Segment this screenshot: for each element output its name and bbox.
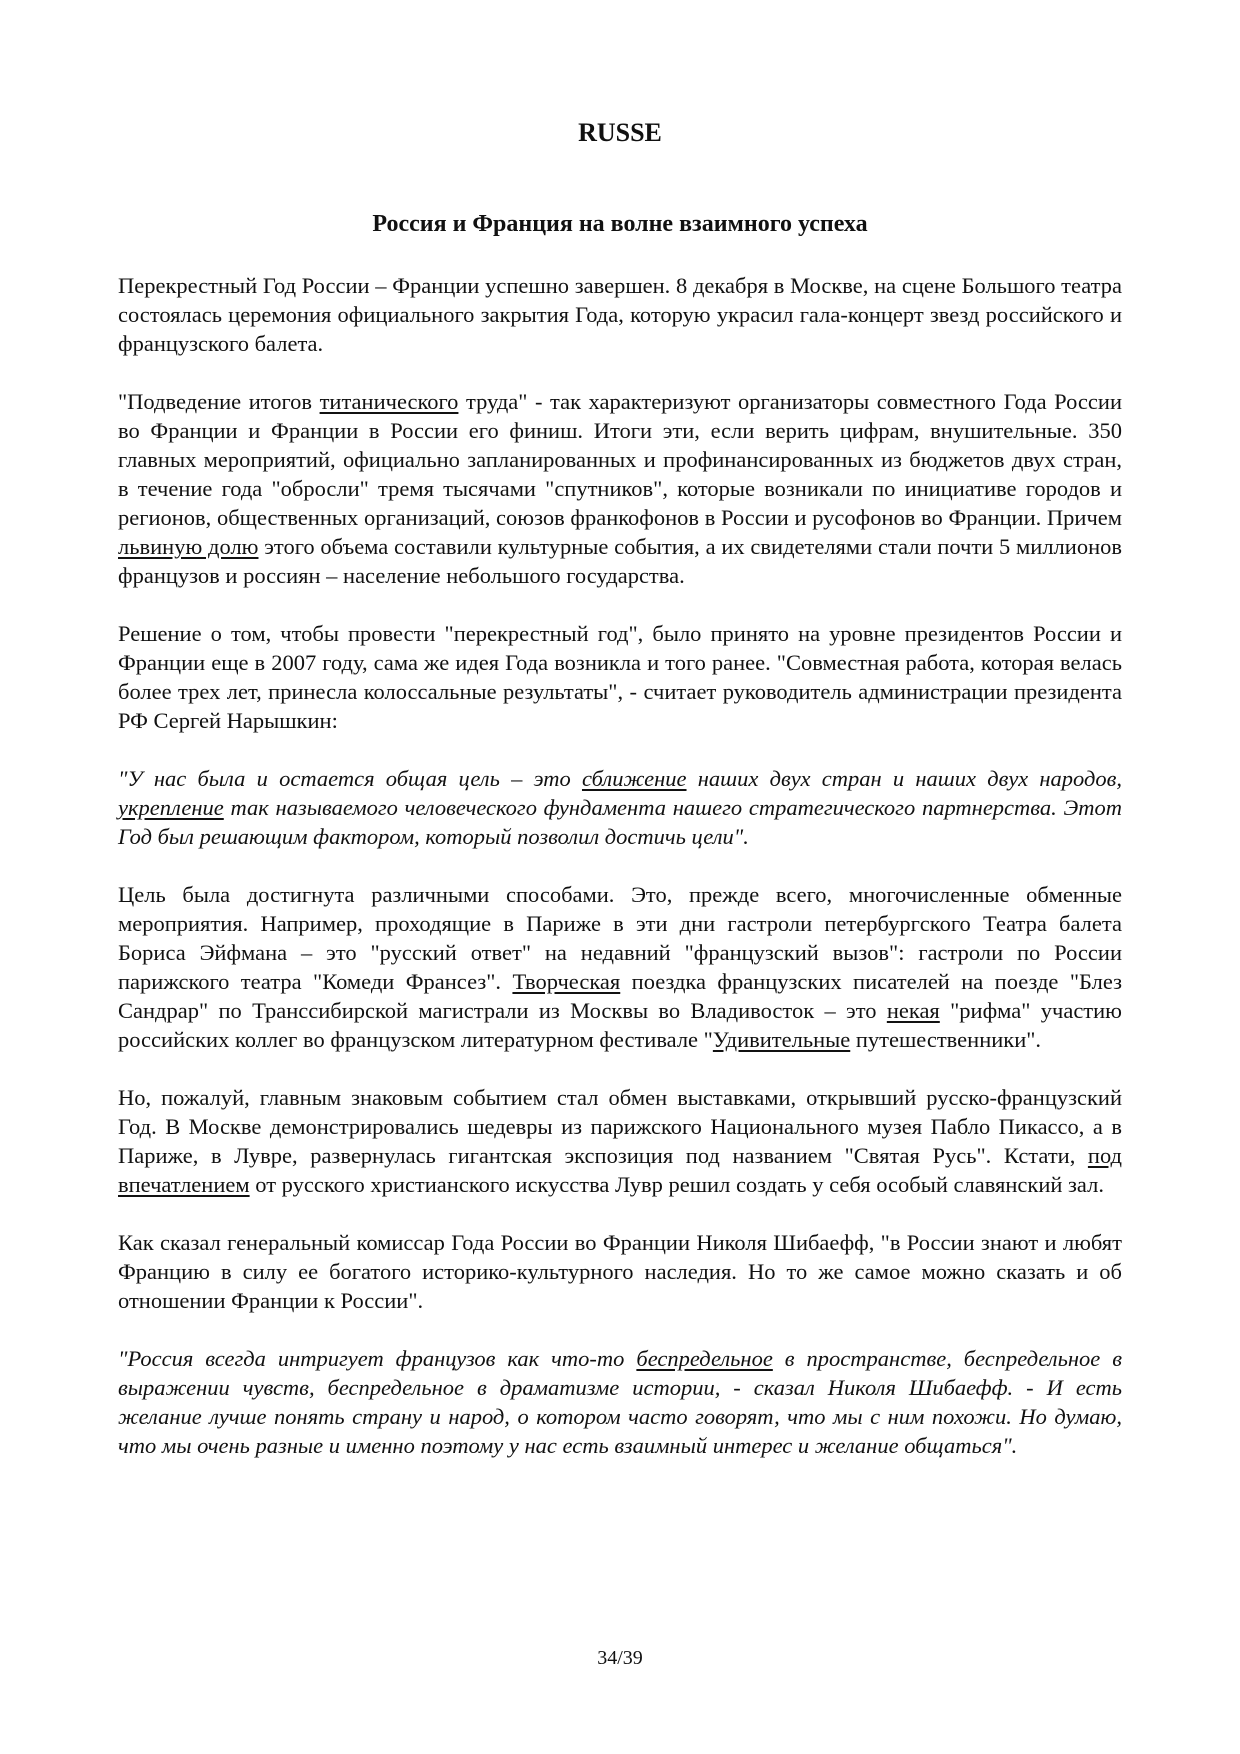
text-segment: поездка французских писателей на поезде "Блез Сандрар" по Транссибирской магистрали из Москвы во Владивосток – это bbox=[118, 969, 1123, 1023]
text-segment: этого объема составили культурные события, а их свидетелями стали почти 5 миллионов французов и россиян – население небольшого государства. bbox=[118, 534, 1122, 588]
text-segment: "Россия всегда интригует французов как что-то bbox=[118, 1346, 637, 1371]
text-segment: Но, пожалуй, главным знаковым событием стал обмен выставками, открывший русско-французский Год. В Москве демонстрировались шедевры из парижского Национального музея Пабло Пикассо, а в Париже, в Лувре, развернулась гигантская экспозиция под названием "Святая Русь". Кстати, bbox=[118, 1085, 1122, 1168]
underlined-text: титанического bbox=[319, 389, 459, 414]
quote-paragraph bbox=[118, 764, 1122, 851]
text-segment: путешественники". bbox=[850, 1027, 1042, 1052]
quote-paragraph bbox=[118, 1344, 1122, 1460]
body-paragraph bbox=[118, 619, 1122, 735]
text-segment: Решение о том, чтобы провести "перекрестный год", было принято на уровне президентов России и Франции еще в 2007 году, сама же идея Года возникла и того ранее. "Совместная работа, которая велась более трех лет, принесла колоссальные результаты", - считает руководитель администрации президента РФ Сергей Нарышкин: bbox=[118, 621, 1122, 733]
body-paragraph bbox=[118, 1228, 1122, 1315]
body-paragraph bbox=[118, 387, 1122, 590]
article-body bbox=[118, 271, 1122, 1489]
underlined-text: беспредельное bbox=[636, 1346, 773, 1371]
text-segment: "У нас была и остается общая цель – это bbox=[118, 766, 582, 791]
text-segment: наших двух стран и наших двух народов, bbox=[686, 766, 1122, 791]
underlined-text: Удивительные bbox=[712, 1027, 851, 1052]
body-paragraph bbox=[118, 880, 1122, 1054]
text-segment: Цель была достигнута различными способами. Это, прежде всего, многочисленные обменные мероприятия. Например, проходящие в Париже в эти дни гастроли петербургского Театра балета Бориса Эйфмана – это "русский ответ" на недавний "французский вызов": гастроли по России парижского театра "Комеди Франсез". bbox=[118, 882, 1122, 994]
page-number: 34/39 bbox=[597, 1647, 643, 1669]
underlined-text: львиную долю bbox=[118, 534, 259, 559]
text-segment: от русского христианского искусства Лувр решил создать у себя особый славянский зал. bbox=[249, 1172, 1104, 1197]
text-segment: "Подведение итогов bbox=[118, 389, 320, 414]
language-heading: RUSSE bbox=[578, 118, 662, 147]
text-segment: так называемого человеческого фундамента нашего стратегического партнерства. Этот Год был решающим фактором, который позволил достичь цели". bbox=[118, 795, 1122, 849]
underlined-text: укрепление bbox=[118, 795, 224, 820]
body-paragraph bbox=[118, 271, 1122, 358]
underlined-text: под впечатлением bbox=[118, 1143, 1122, 1197]
underlined-text: сближение bbox=[581, 766, 687, 791]
text-segment: "рифма" участию российских коллег во французском литературном фестивале " bbox=[118, 998, 1122, 1052]
text-segment: Перекрестный Год России – Франции успешно завершен. 8 декабря в Москве, на сцене Большого театра состоялась церемония официального закрытия Года, которую украсил гала-концерт звезд российского и французского балета. bbox=[118, 273, 1122, 356]
text-segment: Как сказал генеральный комиссар Года России во Франции Николя Шибаефф, "в России знают и любят Францию в силу ее богатого историко-культурного наследия. Но то же самое можно сказать и об отношении Франции к России". bbox=[118, 1230, 1122, 1313]
underlined-text: некая bbox=[886, 998, 940, 1023]
underlined-text: Творческая bbox=[512, 969, 621, 994]
text-segment: в пространстве, беспредельное в выражении чувств, беспредельное в драматизме истории, - сказал Николя Шибаефф. - И есть желание лучше понять страну и народ, о котором часто говорят, что мы с ним похожи. Но думаю, что мы очень разные и именно поэтому у нас есть взаимный интерес и желание общаться". bbox=[118, 1346, 1122, 1458]
text-segment: труда" - так характеризуют организаторы совместного Года России во Франции и Франции в России его финиш. Итоги эти, если верить цифрам, внушительные. 350 главных мероприятий, официально запланированных и профинансированных из бюджетов двух стран, в течение года "обросли" тремя тысячами "спутников", которые возникали по инициативе городов и регионов, общественных организаций, союзов франкофонов в России и русофонов во Франции. Причем bbox=[118, 389, 1122, 530]
body-paragraph bbox=[118, 1083, 1122, 1199]
article-title: Россия и Франция на волне взаимного успеха bbox=[372, 211, 868, 237]
